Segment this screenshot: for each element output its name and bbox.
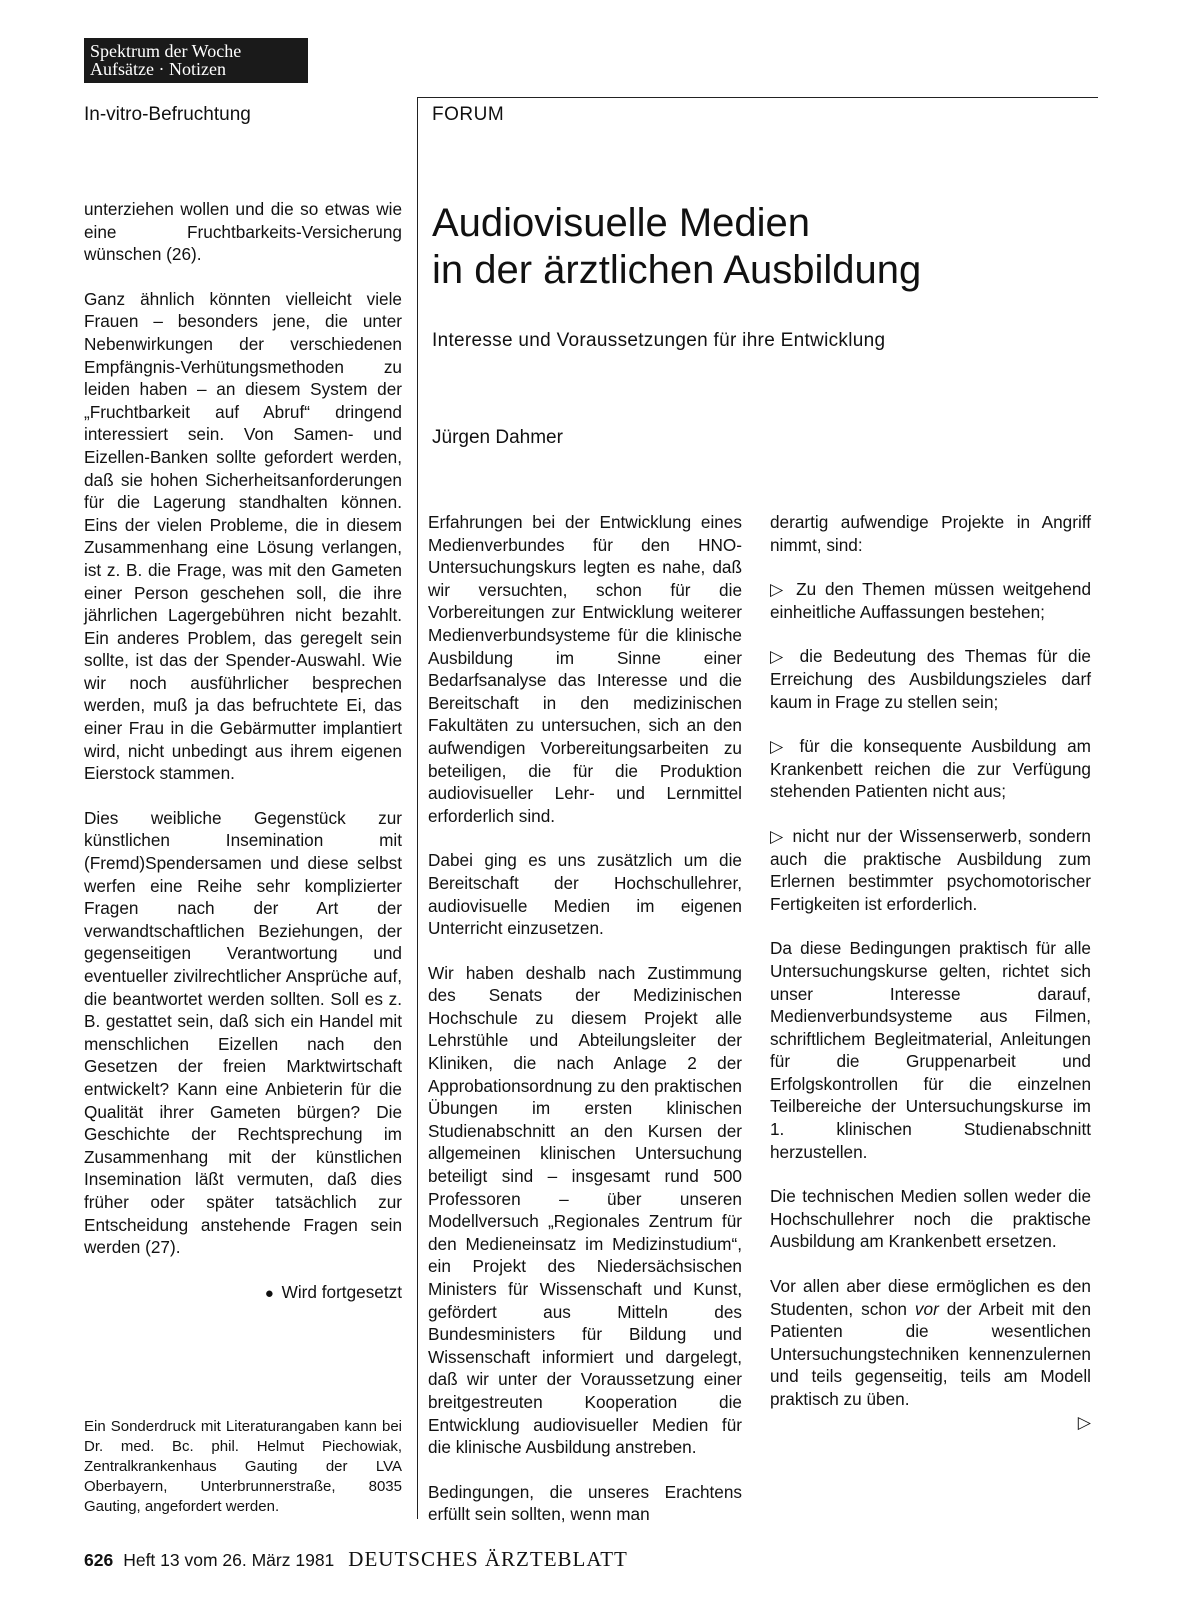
column-divider	[417, 97, 418, 1519]
article-author: Jürgen Dahmer	[432, 427, 563, 448]
header-rule	[418, 97, 1098, 98]
continue-arrow-icon: ▷	[1077, 1411, 1091, 1432]
right-paragraph-4-part-1: Vor allen aber diese ermöglichen es den Studenten, schon	[770, 1276, 1091, 1319]
right-bullet-3: ▷ für die konsequente Ausbildung am Krankenbett reichen die zur Verfügung stehenden Patienten nicht aus;	[770, 736, 1091, 802]
left-paragraph-1: unterziehen wollen und die so etwas wie eine Fruchtbarkeits-Versicherung wünschen (26).	[84, 199, 402, 265]
continued-label: Wird fortgesetzt	[281, 1281, 402, 1302]
right-paragraph-4	[770, 1275, 1091, 1411]
mid-paragraph-1: Erfahrungen bei der Entwicklung eines Medienverbundes für den HNO-Untersuchungskurs legten es nahe, daß wir versuchten, schon für die Vorbereitungen zur Entwicklung weiterer Medienverbundsysteme für die klinische Ausbildung im Sinne einer Bedarfsanalyse das Interesse und die Bereitschaft in den medizinischen Fakultäten zu untersuchen, sich an den aufwendigen Vorbereitungsarbeiten zu beteiligen, die für die Produktion audiovisueller Lehr- und Lernmittel erforderlich sind.	[428, 512, 742, 826]
left-column	[84, 198, 402, 1305]
section-label-right: FORUM	[432, 104, 505, 125]
left-paragraph-3: Dies weibliche Gegenstück zur künstlichen Insemination mit (Fremd)Spendersamen und diese selbst werfen eine Reihe sehr komplizierter Fragen nach der Art der verwandtschaftlichen Beziehungen, der gegenseitigen Verantwortung und eventueller zivilrechtlicher Ansprüche auf, die beantwortet werden sollten. Soll es z. B. gestattet sein, daß sich ein Handel mit menschlichen Eizellen nach den Gesetzen der freien Marktwirtschaft entwickelt? Kann eine Anbieterin für die Qualität ihrer Gameten bürgen? Die Geschichte der Rechtsprechung im Zusammenhang mit der künstlichen Insemination läßt vermuten, daß dies früher oder später tatsächlich zur Entscheidung anstehende Fragen sein werden (27).	[84, 807, 402, 1258]
section-label-left: In-vitro-Befruchtung	[84, 104, 251, 125]
right-paragraph-4-part-2: der Arbeit mit den Patienten die wesentlichen Untersuchungstechniken kennenzulernen und teils gegenseitig, teils am Modell praktisch zu üben.	[770, 1298, 1092, 1409]
mid-paragraph-3: Wir haben deshalb nach Zustimmung des Senats der Medizinischen Hochschule zu diesem Projekt alle Lehrstühle und Abteilungsleiter der Kliniken, die nach Anlage 2 der Approbationsordnung zu den praktischen Übungen im ersten klinischen Studienabschnitt an den Kursen der allgemeinen klinischen Untersuchung beteiligt sind – insgesamt rund 500 Professoren – über unseren Modellversuch „Regionales Zentrum für den Medieneinsatz im Medizinstudium“, ein Projekt des Niedersächsischen Ministers für Wissenschaft und Kunst, gefördert aus Mitteln des Bundesministers für Bildung und Wissenschaft informiert und dargelegt, daß wir unter der Voraussetzung einer breitgestreuten Kooperation die Entwicklung audiovisueller Medien für die klinische Ausbildung anstreben.	[428, 962, 742, 1458]
mid-paragraph-4: Bedingungen, die unseres Erachtens erfüllt sein sollten, wenn man	[428, 1481, 742, 1525]
article-subtitle: Interesse und Voraussetzungen für ihre Entwicklung	[432, 330, 886, 351]
emphasis-vor: vor	[914, 1298, 939, 1319]
masthead	[84, 38, 308, 83]
reprint-footnote: Ein Sonderdruck mit Literaturangaben kann bei Dr. med. Bc. phil. Helmut Piechowiak, Zentralkrankenhaus Gauting der LVA Oberbayern, Unterbrunnerstraße, 8035 Gauting, angefordert werden.	[84, 1418, 402, 1515]
masthead-line-2: Aufsätze · Notizen	[90, 59, 226, 79]
article-title	[432, 200, 1092, 294]
right-paragraph-1: derartig aufwendige Projekte in Angriff nimmt, sind:	[770, 512, 1091, 555]
magazine-name: DEUTSCHES ÄRZTEBLATT	[348, 1547, 628, 1571]
page-number: 626	[84, 1550, 114, 1570]
right-column	[770, 511, 1091, 1433]
left-paragraph-2: Ganz ähnlich könnten vielleicht viele Frauen – besonders jene, die unter Nebenwirkungen der verschiedenen Empfängnis-Verhütungsmethoden zu leiden haben – an diesem System der „Fruchtbarkeit auf Abruf“ dringend interessiert sein. Von Samen- und Eizellen-Banken sollte gefordert werden, daß sie hohen Sicherheitsanforderungen für die Lagerung standhalten können. Eins der vielen Probleme, die in diesem Zusammenhang eine Lösung verlangen, ist z. B. die Frage, was mit den Gameten einer Person geschehen soll, die ihre jährlichen Lagergebühren nicht bezahlt. Ein anderes Problem, das geregelt sein sollte, ist das der Spender-Auswahl. Wie wir noch ausführlicher besprechen werden, muß ja das befruchtete Ei, das einer Frau in die Gebärmutter implantiert wird, nicht unbedingt aus ihrem eigenen Eierstock stammen.	[84, 288, 402, 784]
issue-info: Heft 13 vom 26. März 1981	[123, 1550, 335, 1570]
mid-paragraph-2: Dabei ging es uns zusätzlich um die Bereitschaft der Hochschullehrer, audiovisuelle Medien im eigenen Unterricht einzusetzen.	[428, 850, 742, 939]
continued-note	[84, 1281, 402, 1306]
masthead-line-1: Spektrum der Woche	[90, 41, 242, 61]
right-bullet-1: ▷ Zu den Themen müssen weitgehend einheitliche Auffassungen bestehen;	[770, 579, 1091, 622]
article-title-line-1: Audiovisuelle Medien	[432, 201, 811, 245]
article-title-line-2: in der ärztlichen Ausbildung	[432, 248, 922, 292]
right-bullet-2: ▷ die Bedeutung des Themas für die Erreichung des Ausbildungszieles darf kaum in Frage zu stellen sein;	[770, 646, 1091, 712]
right-bullet-4: ▷ nicht nur der Wissenserwerb, sondern auch die praktische Ausbildung zum Erlernen bestimmter psychomotorischer Fertigkeiten ist erforderlich.	[770, 825, 1091, 914]
right-paragraph-2: Da diese Bedingungen praktisch für alle Untersuchungskurse gelten, richtet sich unser Interesse darauf, Medienverbundsysteme aus Filmen, schriftlichem Begleitmaterial, Anleitungen für die Gruppenarbeit und Erfolgskontrollen für die einzelnen Teilbereiche der Untersuchungskurse im 1. klinischen Studienabschnitt herzustellen.	[770, 938, 1091, 1162]
middle-column	[428, 511, 742, 1548]
page-footer	[84, 1547, 628, 1572]
right-paragraph-3: Die technischen Medien sollen weder die Hochschullehrer noch die praktische Ausbildung am Krankenbett ersetzen.	[770, 1186, 1091, 1252]
bullet-icon: ●	[264, 1284, 274, 1302]
